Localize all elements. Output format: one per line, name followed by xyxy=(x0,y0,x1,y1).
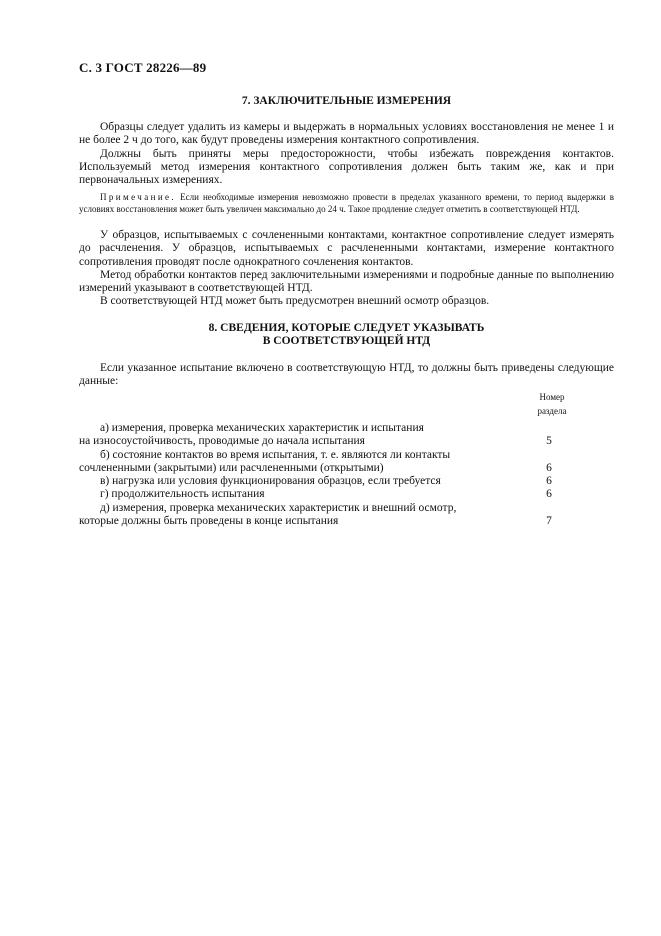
section-8-intro: Если указанное испытание включено в соответствующую НТД, то должны быть приведены следующие данные: xyxy=(79,362,614,388)
note-text: Если необходимые измерения невозможно провести в пределах указанного времени, то период выдержки в условиях восстановления может быть увеличен максимально до 24 ч. Такое продление следует отметить в соответствующей НТД. xyxy=(79,192,615,214)
list-item xyxy=(79,449,614,476)
note-paragraph xyxy=(79,191,614,215)
section-8-title-line2: В СООТВЕТСТВУЮЩЕЙ НТД xyxy=(262,335,431,347)
list-item-text: б) состояние контактов во время испытания, т. е. являются ли контакты xyxy=(100,448,451,461)
list-item-text: на износоустойчивость, проводимые до начала испытания xyxy=(79,435,365,448)
list-item-section-number: 6 xyxy=(546,475,552,488)
section-8-title xyxy=(79,322,614,348)
section-7-title: 7. ЗАКЛЮЧИТЕЛЬНЫЕ ИЗМЕРЕНИЯ xyxy=(241,95,452,107)
page-header: С. 3 ГОСТ 28226—89 xyxy=(79,60,207,75)
list-item-text: которые должны быть проведены в конце испытания xyxy=(79,515,339,528)
section-8-intro-block xyxy=(79,362,614,389)
list-item-text: в) нагрузка или условия функционирования образцов, если требуется xyxy=(100,475,441,488)
note-label: Примечание. xyxy=(100,192,177,202)
paragraph: Образцы следует удалить из камеры и выдержать в нормальных условиях восстановления не менее 1 и не более 2 ч до того, как будут проведены измерения контактного сопротивления. xyxy=(79,121,614,147)
list-item-text: а) измерения, проверка механических характеристик и испытания xyxy=(100,422,424,434)
list-item-text: д) измерения, проверка механических характеристик и внешний осмотр, xyxy=(100,501,457,514)
list-item-section-number: 6 xyxy=(546,488,552,501)
list-item xyxy=(79,475,614,488)
list-item-text: сочлененными (закрытыми) или расчлененными (открытыми) xyxy=(79,461,384,474)
required-data-list xyxy=(79,422,614,528)
paragraph: В соответствующей НТД может быть предусмотрен внешний осмотр образцов. xyxy=(100,295,490,308)
list-item-section-number: 5 xyxy=(546,435,552,448)
section-7-body-a xyxy=(79,121,614,187)
column-header-line: раздела xyxy=(537,406,567,416)
list-item xyxy=(79,422,614,449)
list-item-section-number: 7 xyxy=(546,515,552,528)
column-header-line: Номер xyxy=(539,392,565,402)
paragraph: Метод обработки контактов перед заключительными измерениями и подробные данные по выполнению измерений указывают в соответствующей НТД. xyxy=(79,268,614,295)
note-block xyxy=(79,191,614,215)
section-8-title-line1: 8. СВЕДЕНИЯ, КОТОРЫЕ СЛЕДУЕТ УКАЗЫВАТЬ xyxy=(208,322,485,334)
section-7-body-b xyxy=(79,229,614,309)
list-item xyxy=(79,502,614,529)
section-number-column-header xyxy=(532,390,572,418)
list-item-section-number: 6 xyxy=(546,461,552,474)
paragraph: У образцов, испытываемых с сочлененными контактами, контактное сопротивление следует измерять до расчленения. У образцов, испытываемых с расчлененными контактами, измерение контактного сопротивления проводят после однократного сочленения контактов. xyxy=(79,229,614,268)
paragraph: Должны быть приняты меры предосторожности, чтобы избежать повреждения контактов. Используемый метод измерения контактного сопротивления должен быть таким же, как и при первоначальных измерениях. xyxy=(79,147,614,187)
list-item-text: г) продолжительность испытания xyxy=(100,488,265,501)
list-item xyxy=(79,488,614,501)
